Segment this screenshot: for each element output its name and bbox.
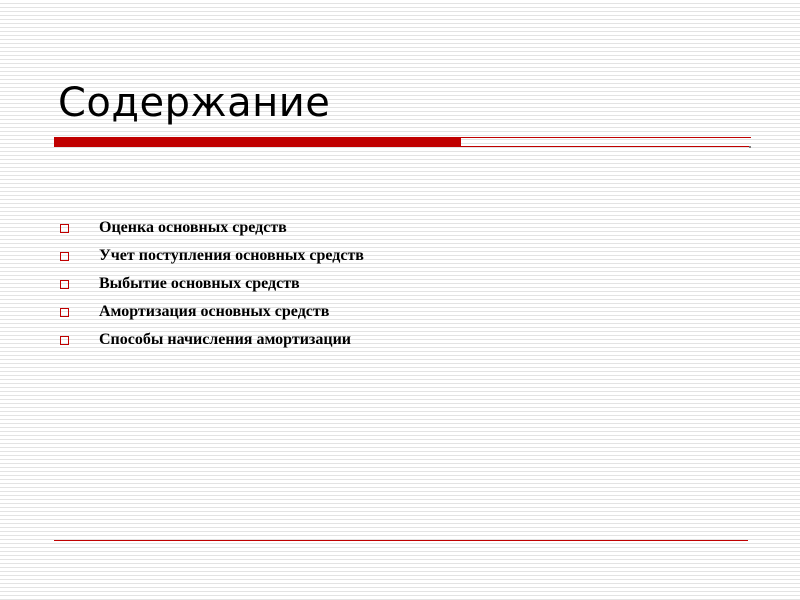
title-divider-thin-lower: [461, 146, 751, 147]
list-item: [60, 270, 364, 298]
content-list: [60, 214, 364, 354]
checkbox-icon: [60, 252, 69, 261]
list-item-label: Выбытие основных средств: [99, 275, 300, 292]
checkbox-icon: [60, 336, 69, 345]
checkbox-icon: [60, 224, 69, 233]
list-item: [60, 326, 364, 354]
checkbox-icon: [60, 280, 69, 289]
list-item-label: Оценка основных средств: [99, 219, 287, 236]
title-divider-thick: [54, 138, 461, 147]
checkbox-icon: [60, 308, 69, 317]
list-item: [60, 242, 364, 270]
slide-title: Содержание: [58, 80, 331, 126]
list-item-label: Учет поступления основных средств: [99, 247, 364, 264]
list-item: [60, 298, 364, 326]
list-item-label: Амортизация основных средств: [99, 303, 330, 320]
footer-divider: [54, 540, 748, 541]
title-divider-dot: [749, 146, 751, 148]
list-item: [60, 214, 364, 242]
list-item-label: Способы начисления амортизации: [99, 331, 351, 348]
